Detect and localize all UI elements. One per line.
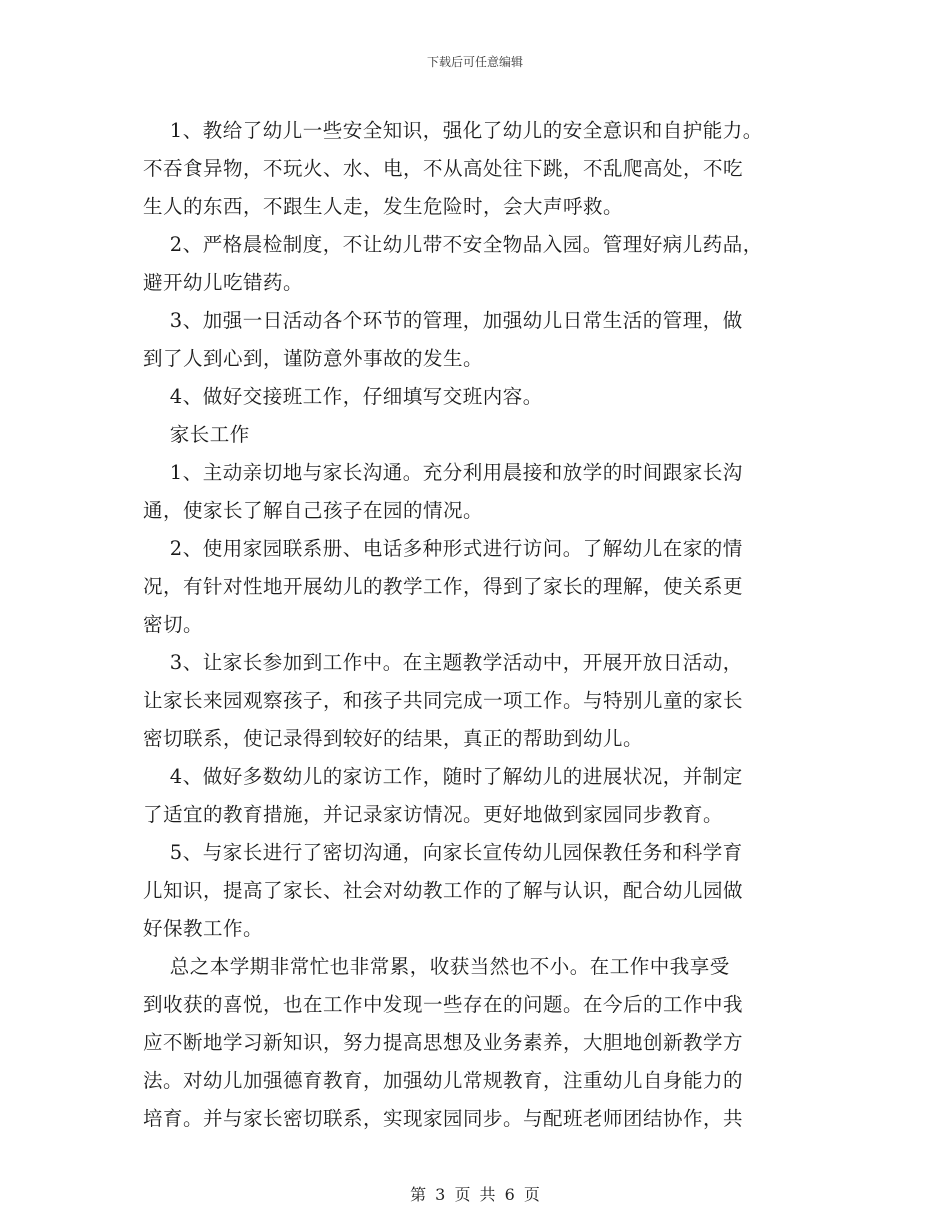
text-line: 总之本学期非常忙也非常累，收获当然也不小。在工作中我享受 — [143, 955, 730, 978]
page-header: 下载后可任意编辑 — [426, 55, 523, 69]
text-line: 2、严格晨检制度，不让幼儿带不安全物品入园。管理好病儿药品， — [143, 233, 763, 256]
text-line: 5、与家长进行了密切沟通，向家长宣传幼儿园保教任务和科学育 — [143, 841, 743, 864]
text-line: 法。对幼儿加强德育教育，加强幼儿常规教育，注重幼儿自身能力的 — [143, 1069, 744, 1092]
text-line: 通，使家长了解自己孩子在园的情况。 — [143, 499, 484, 522]
text-line: 到收获的喜悦，也在工作中发现一些存在的问题。在今后的工作中我 — [143, 993, 744, 1016]
text-line: 密切联系，使记录得到较好的结果，真正的帮助到幼儿。 — [143, 727, 644, 750]
text-line: 密切。 — [143, 613, 204, 636]
text-line: 1、教给了幼儿一些安全知识，强化了幼儿的安全意识和自护能力。 — [143, 119, 763, 142]
text-line: 生人的东西，不跟生人走，发生危险时，会大声呼救。 — [143, 195, 624, 218]
text-line: 1、主动亲切地与家长沟通。充分利用晨接和放学的时间跟家长沟 — [143, 461, 743, 484]
text-line: 应不断地学习新知识，努力提高思想及业务素养，大胆地创新教学方 — [143, 1031, 744, 1054]
document-body — [143, 112, 813, 1138]
text-line: 让家长来园观察孩子，和孩子共同完成一项工作。与特别儿童的家长 — [143, 689, 744, 712]
text-line: 到了人到心到，谨防意外事故的发生。 — [143, 347, 484, 370]
text-line: 培育。并与家长密切联系，实现家园同步。与配班老师团结协作，共 — [143, 1107, 744, 1130]
text-line: 况，有针对性地开展幼儿的教学工作，得到了家长的理解，使关系更 — [143, 575, 744, 598]
text-line: 避开幼儿吃错药。 — [143, 271, 304, 294]
text-line: 4、做好交接班工作，仔细填写交班内容。 — [143, 385, 543, 408]
text-line: 3、加强一日活动各个环节的管理，加强幼儿日常生活的管理，做 — [143, 309, 743, 332]
text-line: 好保教工作。 — [143, 917, 264, 940]
text-line: 儿知识，提高了家长、社会对幼教工作的了解与认识，配合幼儿园做 — [143, 879, 744, 902]
text-line: 不吞食异物，不玩火、水、电，不从高处往下跳，不乱爬高处，不吃 — [143, 157, 744, 180]
text-line: 2、使用家园联系册、电话多种形式进行访问。了解幼儿在家的情 — [143, 537, 743, 560]
section-heading: 家长工作 — [143, 423, 250, 446]
text-line: 3、让家长参加到工作中。在主题教学活动中，开展开放日活动， — [143, 651, 743, 674]
text-line: 4、做好多数幼儿的家访工作，随时了解幼儿的进展状况，并制定 — [143, 765, 743, 788]
text-line: 了适宜的教育措施，并记录家访情况。更好地做到家园同步教育。 — [143, 803, 724, 826]
page-number: 第 3 页 共 6 页 — [410, 1185, 540, 1204]
